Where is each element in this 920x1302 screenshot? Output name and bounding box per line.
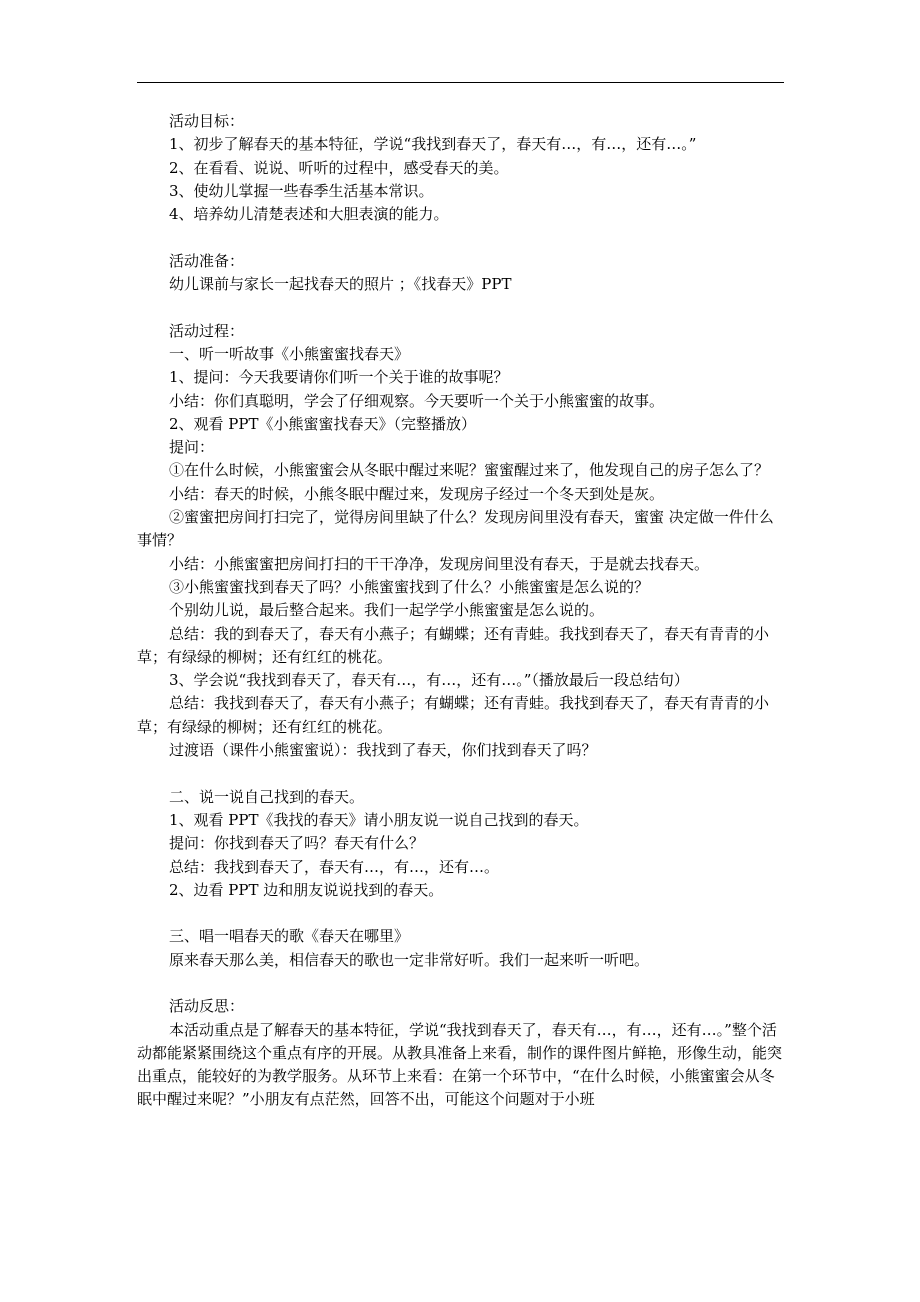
process-line: 总结：我找到春天了，春天有小燕子；有蝴蝶；还有青蛙。我找到春天了，春天有青青的小草；有绿绿的柳树；还有红红的桃花。 bbox=[137, 694, 770, 736]
goal-item: 4、培养幼儿清楚表述和大胆表演的能力。 bbox=[169, 205, 449, 224]
goals-section bbox=[137, 110, 784, 226]
preparation-section bbox=[137, 250, 784, 297]
goals-heading: 活动目标： bbox=[169, 112, 245, 130]
process-line: 2、边看 PPT 边和朋友说说找到的春天。 bbox=[169, 880, 444, 899]
process-section bbox=[137, 320, 784, 972]
process-line: 小结：你们真聪明，学会了仔细观察。今天要听一个关于小熊蜜蜜的故事。 bbox=[169, 391, 665, 410]
part3-title: 三、唱一唱春天的歌《春天在哪里》 bbox=[169, 927, 410, 946]
process-line: 总结：我找到春天了，春天有…，有…，还有…。 bbox=[169, 857, 500, 876]
process-line: 小结：小熊蜜蜜把房间打扫的干干净净，发现房间里没有春天，于是就去找春天。 bbox=[169, 554, 710, 573]
goal-item: 2、在看看、说说、听听的过程中，感受春天的美。 bbox=[169, 158, 509, 177]
reflection-section bbox=[137, 995, 784, 1111]
process-line: 3、学会说“我找到春天了，春天有…，有…，还有…。”（播放最后一段总结句） bbox=[169, 671, 689, 690]
process-line: 提问： bbox=[169, 438, 215, 457]
part3-text: 原来春天那么美，相信春天的歌也一定非常好听。我们一起来听一听吧。 bbox=[169, 950, 650, 969]
goal-item: 1、初步了解春天的基本特征，学说“我找到春天了，春天有…，有…，还有…。” bbox=[169, 135, 697, 154]
document-body bbox=[137, 110, 784, 1112]
process-line: 小结：春天的时候，小熊冬眠中醒过来，发现房子经过一个冬天到处是灰。 bbox=[169, 484, 665, 503]
process-line: 2、观看 PPT《小熊蜜蜜找春天》（完整播放） bbox=[169, 414, 477, 433]
goal-item: 3、使幼儿掌握一些春季生活基本常识。 bbox=[169, 181, 434, 200]
process-line: 1、提问：今天我要请你们听一个关于谁的故事呢？ bbox=[169, 368, 509, 387]
reflection-text: 本活动重点是了解春天的基本特征，学说“我找到春天了，春天有…，有…，还有…。”整个活动都能紧紧围绕这个重点有序的开展。从教具准备上来看，制作的课件图片鲜艳，形像生动，能突出重点，能较好的为教学服务。从环节上来看：在第一个环节中，“在什么时候，小熊蜜蜜会从冬眠中醒过来呢？”小朋友有点茫然，回答不出，可能这个问题对于小班 bbox=[137, 1020, 783, 1109]
process-line: 过渡语（课件小熊蜜蜜说）：我找到了春天，你们找到春天了吗？ bbox=[169, 741, 597, 760]
preparation-text: 幼儿课前与家长一起找春天的照片 ；《找春天》PPT bbox=[169, 275, 512, 294]
reflection-heading: 活动反思： bbox=[169, 997, 245, 1016]
header-rule bbox=[137, 82, 784, 83]
process-line: 个别幼儿说，最后整合起来。我们一起学学小熊蜜蜜是怎么说的。 bbox=[169, 601, 605, 620]
process-line: 1、观看 PPT《我找的春天》请小朋友说一说自己找到的春天。 bbox=[169, 810, 589, 829]
part2-title: 二、说一说自己找到的春天。 bbox=[169, 787, 365, 806]
process-line: ③小熊蜜蜜找到春天了吗？小熊蜜蜜找到了什么？小熊蜜蜜是怎么说的？ bbox=[169, 577, 650, 596]
process-line: 提问：你找到春天了吗？春天有什么？ bbox=[169, 834, 425, 853]
process-line: ①在什么时候，小熊蜜蜜会从冬眠中醒过来呢？蜜蜜醒过来了，他发现自己的房子怎么了？ bbox=[169, 461, 770, 480]
process-heading: 活动过程： bbox=[169, 321, 245, 340]
process-line: 总结：我的到春天了，春天有小燕子；有蝴蝶；还有青蛙。我找到春天了，春天有青青的小草；有绿绿的柳树；还有红红的桃花。 bbox=[137, 624, 770, 666]
preparation-heading: 活动准备： bbox=[169, 251, 245, 270]
process-line: ②蜜蜜把房间打扫完了，觉得房间里缺了什么？发现房间里没有春天，蜜蜜 决定做一件什么事情？ bbox=[137, 508, 774, 550]
part1-title: 一、听一听故事《小熊蜜蜜找春天》 bbox=[169, 344, 410, 363]
